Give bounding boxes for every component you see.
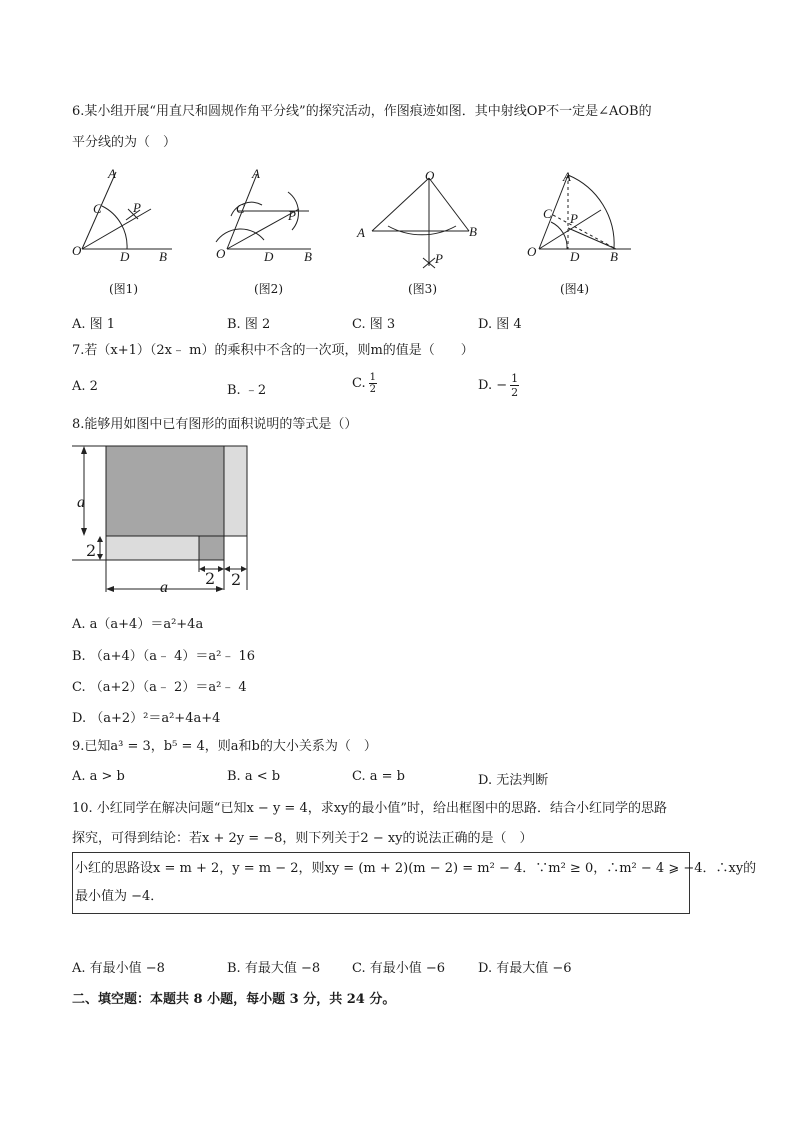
fig3-label-o: O [425, 168, 435, 183]
fig3-label-b: B [469, 224, 477, 239]
fig4-label-p: P [570, 211, 578, 226]
q7-option-d-prefix: D. − [478, 378, 508, 393]
fig4-caption: (图4) [560, 282, 589, 296]
fig2-caption: (图2) [254, 282, 283, 296]
q7-option-c-prefix: C. [352, 376, 366, 391]
q9-option-c: C. a = b [352, 769, 405, 784]
q7-c-numerator: 1 [369, 372, 376, 383]
fig4-label-a: A [563, 169, 571, 184]
fig1-label-d: D [120, 249, 130, 264]
fig2-label-b: B [304, 249, 312, 264]
fig3-label-a: A [357, 225, 365, 240]
q6-option-c: C. 图 3 [352, 317, 396, 332]
fig1-label-a: A [108, 166, 116, 181]
q8-label-a-bottom: a [160, 579, 168, 596]
q6-figures [66, 162, 746, 274]
q7-option-d [478, 372, 519, 399]
fig2-label-c: C [236, 201, 245, 216]
fig4-label-o: O [527, 244, 537, 259]
fig2-label-d: D [264, 249, 274, 264]
q6-option-b: B. 图 2 [227, 317, 271, 332]
fig4-label-d: D [570, 249, 580, 264]
fig1-label-o: O [72, 243, 82, 258]
fig3-label-p: P [435, 251, 443, 266]
section-2-heading: 二、填空题：本题共 8 小题，每小题 3 分，共 24 分。 [72, 992, 396, 1007]
q9-option-b: B. a < b [227, 769, 281, 784]
q10-hint-line2: 最小值为 −4． [75, 889, 164, 904]
q10-option-b: B. 有最大值 −8 [227, 961, 321, 976]
fig2-label-a: A [252, 166, 260, 181]
q10-stem-line2: 探究，可得到结论：若x + 2y = −8，则下列关于2 − xy的说法正确的是（ ） [72, 831, 533, 846]
q9-option-d: D. 无法判断 [478, 773, 549, 788]
q7-option-b: B. ﹣2 [227, 383, 267, 398]
q7-option-d-fraction [510, 372, 519, 399]
fig1-label-c: C [93, 201, 102, 216]
fig2-label-o: O [216, 246, 226, 261]
q6-stem-line1: 6.某小组开展“用直尺和圆规作角平分线”的探究活动，作图痕迹如图．其中射线OP不一定是∠AOB的 [72, 104, 652, 119]
fig4-label-c: C [543, 206, 552, 221]
q7-stem: 7.若（x+1）（2x﹣ m）的乘积中不含的一次项，则m的值是（ ） [72, 343, 474, 358]
q7-d-denominator: 2 [511, 386, 519, 399]
q8-label-a-left: a [77, 494, 85, 511]
q8-option-d: D. （a+2）²＝a²+4a+4 [72, 711, 221, 726]
q8-label-2-bottom-1: 2 [205, 569, 216, 588]
q6-option-a: A. 图 1 [72, 317, 116, 332]
q7-c-denominator: 2 [369, 384, 376, 395]
q8-label-2-left: 2 [86, 541, 97, 560]
q6-option-d: D. 图 4 [478, 317, 522, 332]
q7-option-c-fraction [369, 372, 377, 395]
q10-option-d: D. 有最大值 −6 [478, 961, 572, 976]
fig1-label-p: P [133, 200, 141, 215]
figure-3 [372, 178, 469, 268]
fig4-label-b: B [610, 249, 618, 264]
q8-option-b: B. （a+4）（a﹣ 4）＝a²﹣ 16 [72, 649, 256, 664]
q8-stem: 8.能够用如图中已有图形的面积说明的等式是（） [72, 417, 358, 432]
figure-4 [539, 175, 631, 249]
q10-option-a: A. 有最小值 −8 [72, 961, 165, 976]
q10-stem-line1: 10. 小红同学在解决问题“已知x − y = 4，求xy的最小值”时，给出框图中的思路．结合小红同学的思路 [72, 801, 668, 816]
q7-d-numerator: 1 [511, 372, 519, 385]
fig2-label-p: P [288, 208, 296, 223]
q10-hint-box [72, 852, 757, 914]
q9-option-a: A. a > b [72, 769, 125, 784]
q10-hint-line1: 小红的思路设x = m + 2，y = m − 2，则xy = (m + 2)(m − 2) = m² − 4．∵m² ≥ 0，∴m² − 4 ⩾ −4．∴xy的 [75, 861, 757, 876]
fig1-caption: (图1) [109, 282, 138, 296]
figure-2 [216, 174, 311, 249]
fig1-label-b: B [159, 249, 167, 264]
q7-option-c [352, 372, 377, 395]
fig3-caption: (图3) [408, 282, 437, 296]
q6-stem-line2: 平分线的为（ ） [72, 135, 177, 150]
q9-stem: 9.已知a³ = 3，b⁵ = 4，则a和b的大小关系为（ ） [72, 739, 377, 754]
q10-option-c: C. 有最小值 −6 [352, 961, 446, 976]
q7-option-a: A. 2 [72, 379, 98, 394]
q8-label-2-bottom-2: 2 [231, 570, 242, 589]
q8-option-c: C. （a+2）（a﹣ 2）＝a²﹣ 4 [72, 680, 247, 695]
q8-option-a: A. a（a+4）＝a²+4a [72, 617, 204, 632]
